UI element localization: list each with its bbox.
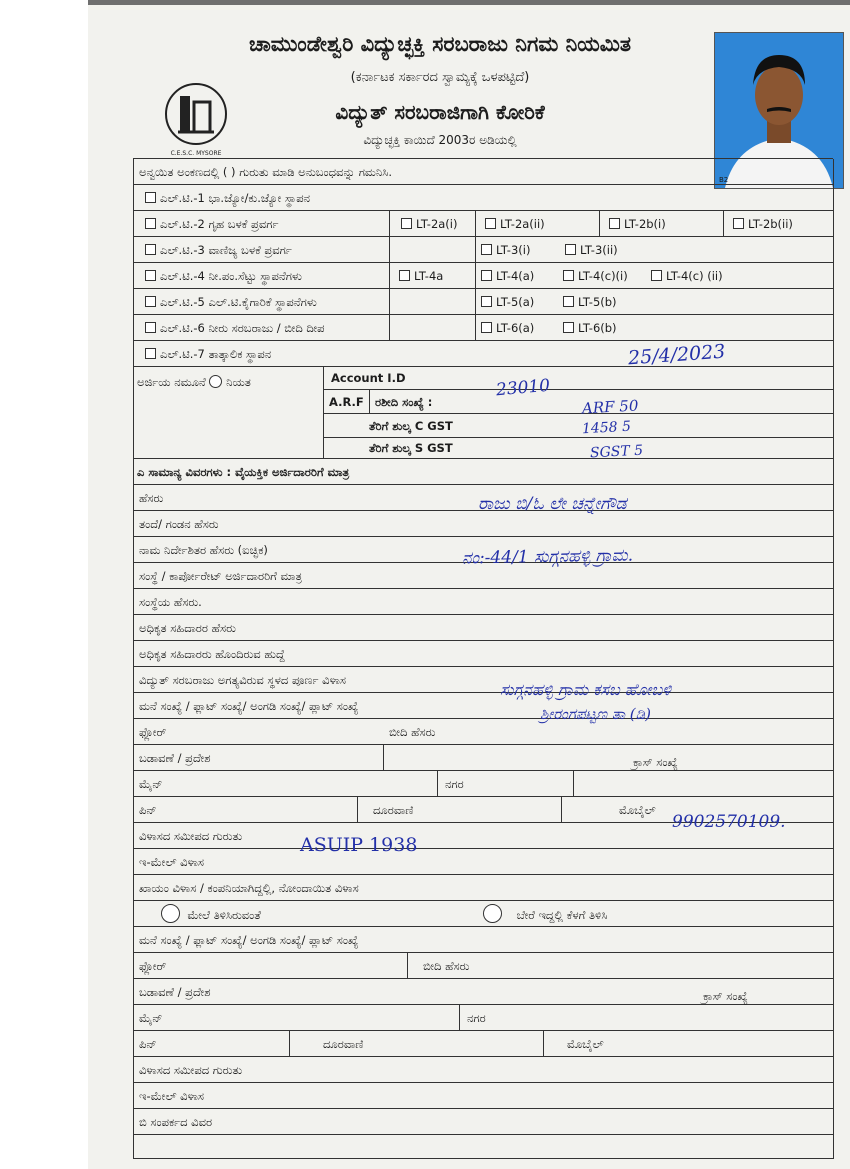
sub-option: LT-4(c) (ii) xyxy=(666,269,723,283)
auth-name-row[interactable] xyxy=(133,615,833,641)
perm-landmark-row[interactable] xyxy=(133,1057,833,1083)
perm-street-label: ಬೀದಿ ಹೆಸರು xyxy=(423,959,470,973)
sub-option: LT-4a xyxy=(414,269,444,283)
main-label: ಮೈನ್ xyxy=(139,777,163,791)
sub-option: LT-3(i) xyxy=(496,243,531,257)
act-line: ವಿದ್ಯುಚ್ಛಕ್ತಿ ಕಾಯಿದೆ 2003ರ ಅಡಿಯಲ್ಲಿ xyxy=(363,133,517,147)
receipt-label: ರಶೀದಿ ಸಂಖ್ಯೆ : xyxy=(375,395,433,409)
radio-other-below[interactable] xyxy=(483,904,502,923)
instruction-row xyxy=(133,159,833,185)
sub-option: LT-2a(ii) xyxy=(500,217,545,231)
checkbox[interactable] xyxy=(733,218,744,229)
floor-label: ಫ್ಲೋರ್ xyxy=(139,725,167,739)
section-a-heading-row xyxy=(133,459,833,485)
nominee-label: ನಾಮ ನಿರ್ದೇಶಿತರ ಹೆಸರು (ಐಚ್ಛಿಕ) xyxy=(139,543,268,557)
sgst-label: ತೆರಿಗೆ ಶುಲ್ಕ S GST xyxy=(369,441,453,455)
section-b-heading: ಬಿ ಸಂಪರ್ಕದ ವಿವರ xyxy=(139,1115,213,1129)
perm-phone-label: ದೂರವಾಣಿ xyxy=(323,1037,364,1051)
handwritten-address-1: ಸುಗ್ಗನಹಳ್ಳಿ ಗ್ರಾಮ ಕಸಬ ಹೋಬಳಿ xyxy=(500,680,671,699)
handwritten-name: ರಾಜು ಬಿ/ಓ ಲೇ ಚನ್ನೇಗೌಡ xyxy=(478,494,627,514)
perm-layout-label: ಬಡಾವಣೆ / ಪ್ರದೇಶ xyxy=(139,985,211,999)
name-label: ಹೆಸರು xyxy=(139,491,164,505)
same-above-label: ಮೇಲೆ ತಿಳಿಸಿರುವಂತೆ xyxy=(187,908,261,922)
checkbox[interactable] xyxy=(485,218,496,229)
sub-option: LT-2a(i) xyxy=(416,217,458,231)
father-husband-row[interactable] xyxy=(133,511,833,537)
category-row-lt7[interactable] xyxy=(133,341,833,367)
category-label: ಎಲ್.ಟಿ.-6 ನೀರು ಸರಬರಾಜು / ಬೀದಿ ದೀಪ xyxy=(160,321,325,335)
cgst-label: ತೆರಿಗೆ ಶುಲ್ಕ C GST xyxy=(369,419,453,433)
auth-designation-row[interactable] xyxy=(133,641,833,667)
email-label: ಇ-ಮೇಲ್ ವಿಳಾಸ xyxy=(139,855,204,869)
perm-landmark-label: ವಿಳಾಸದ ಸಮೀಪದ ಗುರುತು xyxy=(139,1063,243,1077)
checkbox[interactable] xyxy=(563,296,574,307)
handwritten-address-2: ಶ್ರೀರಂಗಪಟ್ಟಣ ತಾ (ಡಿ) xyxy=(540,705,651,723)
supply-address-label: ವಿದ್ಯುತ್ ಸರಬರಾಜು ಅಗತ್ಯವಿರುವ ಸ್ಥಳದ ಪೂರ್ಣ ವಿಳಾಸ xyxy=(139,673,346,687)
permanent-address-row xyxy=(133,875,833,901)
perm-layout-cross-row[interactable] xyxy=(133,979,833,1005)
radio-same-above[interactable] xyxy=(161,904,180,923)
category-label: ಎಲ್.ಟಿ.-5 ಎಲ್.ಟಿ.ಕೈಗಾರಿಕೆ ಸ್ಥಾಪನೆಗಳು xyxy=(160,295,317,309)
checkbox[interactable] xyxy=(565,244,576,255)
floor-street-row[interactable] xyxy=(133,719,833,745)
handwritten-sgst: SGST 5 xyxy=(589,442,644,462)
sub-option: LT-6(a) xyxy=(496,321,535,335)
org-name-label: ಸಂಸ್ಥೆಯ ಹೆಸರು. xyxy=(139,595,202,609)
category-row-lt2[interactable] xyxy=(133,211,833,237)
application-type-option: ನಿಯತ xyxy=(226,375,251,389)
category-label: ಎಲ್.ಟಿ.-1 ಭಾ.ಜ್ಯೋ/ಕು.ಜ್ಯೋ ಸ್ಥಾಪನ xyxy=(160,191,311,205)
sub-option: LT-5(a) xyxy=(496,295,535,309)
logo-caption: C.E.S.C. MYSORE xyxy=(170,150,222,157)
checkbox[interactable] xyxy=(481,296,492,307)
category-row-lt6[interactable] xyxy=(133,315,833,341)
house-no-row[interactable] xyxy=(133,693,833,719)
sub-option: LT-5(b) xyxy=(578,295,617,309)
handwritten-nominee: ನಂ:-44/1 ಸುಗ್ಗನಹಳ್ಳಿ ಗ್ರಾಮ. xyxy=(461,545,634,569)
checkbox[interactable] xyxy=(399,270,410,281)
perm-main-label: ಮೈನ್ xyxy=(139,1011,163,1025)
layout-label: ಬಡಾವಣೆ / ಪ್ರದೇಶ xyxy=(139,751,211,765)
checkbox[interactable] xyxy=(481,270,492,281)
org-name-row[interactable] xyxy=(133,589,833,615)
perm-pin-label: ಪಿನ್ xyxy=(139,1037,157,1051)
category-row-lt4[interactable] xyxy=(133,263,833,289)
handwritten-cgst: 1458 5 xyxy=(581,418,632,438)
perm-city-label: ನಗರ xyxy=(467,1011,486,1025)
checkbox[interactable] xyxy=(145,244,156,255)
perm-main-city-row[interactable] xyxy=(133,1005,833,1031)
perm-email-row[interactable] xyxy=(133,1083,833,1109)
house-no-label: ಮನೆ ಸಂಖ್ಯೆ / ಫ್ಲಾಟ್ ಸಂಖ್ಯೆ/ ಅಂಗಡಿ ಸಂಖ್ಯೆ/ ಪ್ಲಾಟ್ ಸಂಖ್ಯೆ xyxy=(139,699,359,713)
cross-label: ಕ್ರಾಸ್ ಸಂಖ್ಯೆ xyxy=(633,755,678,769)
sub-option: LT-4(a) xyxy=(496,269,535,283)
section-a-heading: ಎ ಸಾಮಾನ್ಯ ವಿವರಗಳು : ವೈಯಕ್ತಿಕ ಅರ್ಜಿದಾರರಿಗೆ ಮಾತ್ರ xyxy=(137,465,350,479)
application-type-label: ಅರ್ಜಿಯ ನಮೂನೆ xyxy=(137,375,206,389)
checkbox[interactable] xyxy=(145,296,156,307)
main-city-row[interactable] xyxy=(133,771,833,797)
radio-regular[interactable] xyxy=(209,375,222,388)
section-b-heading-row xyxy=(133,1109,833,1135)
landmark-label: ವಿಳಾಸದ ಸಮೀಪದ ಗುರುತು xyxy=(139,829,243,843)
phone-label: ದೂರವಾಣಿ xyxy=(373,803,414,817)
category-label: ಎಲ್.ಟಿ.-7 ತಾತ್ಕಾಲಿಕ ಸ್ಥಾಪನ xyxy=(160,347,272,361)
sub-option: LT-2b(ii) xyxy=(748,217,793,231)
checkbox[interactable] xyxy=(481,322,492,333)
checkbox[interactable] xyxy=(145,218,156,229)
handwritten-landmark: ASUIP 1938 xyxy=(300,834,418,856)
category-row-lt3[interactable] xyxy=(133,237,833,263)
street-label: ಬೀದಿ ಹೆಸರು xyxy=(389,725,436,739)
org-subtitle: (ಕರ್ನಾಟಕ ಸರ್ಕಾರದ ಸ್ವಾಮ್ಯಕ್ಕೆ ಒಳಪಟ್ಟಿದೆ) xyxy=(350,70,530,85)
auth-name-label: ಅಧಿಕೃತ ಸಹಿದಾರರ ಹೆಸರು xyxy=(139,621,236,635)
instruction-text: ಅನ್ವಯಿತ ಅಂಕಣದಲ್ಲಿ ( ) ಗುರುತು ಮಾಡಿ ಅನುಬಂಧವನ್ನು ಗಮನಿಸಿ. xyxy=(139,165,393,179)
mobile-label: ಮೊಬೈಲ್ xyxy=(619,803,656,817)
category-label: ಎಲ್.ಟಿ.-3 ವಾಣಿಜ್ಯ ಬಳಕೆ ಪ್ರವರ್ಗ xyxy=(160,243,292,257)
arf-label: A.R.F xyxy=(329,395,364,409)
handwritten-arf: ARF 50 xyxy=(581,396,639,418)
perm-cross-label: ಕ್ರಾಸ್ ಸಂಖ್ಯೆ xyxy=(703,989,748,1003)
sub-option: LT-3(ii) xyxy=(580,243,618,257)
sub-option: LT-6(b) xyxy=(578,321,617,335)
handwritten-account: 23010 xyxy=(495,375,551,401)
same-or-other-row[interactable] xyxy=(133,901,833,927)
sub-option: LT-4(c)(i) xyxy=(578,269,628,283)
email-row[interactable] xyxy=(133,849,833,875)
perm-email-label: ಇ-ಮೇಲ್ ವಿಳಾಸ xyxy=(139,1089,204,1103)
checkbox[interactable] xyxy=(563,270,574,281)
checkbox[interactable] xyxy=(145,192,156,203)
perm-floor-street-row[interactable] xyxy=(133,953,833,979)
father-husband-label: ತಂದೆ/ ಗಂಡನ ಹೆಸರು xyxy=(139,517,219,531)
scan-margin xyxy=(0,0,88,1169)
corporate-label: ಸಂಸ್ಥೆ / ಕಾರ್ಪೋರೇಟ್ ಅರ್ಜಿದಾರರಿಗೆ ಮಾತ್ರ xyxy=(139,569,303,583)
sub-option: LT-2b(i) xyxy=(624,217,666,231)
org-name: ಚಾಮುಂಡೇಶ್ವರಿ ವಿದ್ಯುಚ್ಛಕ್ತಿ ಸರಬರಾಜು ನಿಗಮ ನಿಯಮಿತ xyxy=(248,32,631,56)
permanent-address-label: ಖಾಯಂ ವಿಳಾಸ / ಕಂಪನಿಯಾಗಿದ್ದಲ್ಲಿ, ನೋಂದಾಯಿತ ವಿಳಾಸ xyxy=(139,881,359,895)
category-row-lt5[interactable] xyxy=(133,289,833,315)
category-label: ಎಲ್.ಟಿ.-2 ಗೃಹ ಬಳಕೆ ಪ್ರವರ್ಗ xyxy=(160,217,279,231)
perm-pin-phone-row[interactable] xyxy=(133,1031,833,1057)
pin-label: ಪಿನ್ xyxy=(139,803,157,817)
perm-floor-label: ಫ್ಲೋರ್ xyxy=(139,959,167,973)
handwritten-date: 25/4/2023 xyxy=(627,340,727,370)
checkbox[interactable] xyxy=(145,270,156,281)
supply-address-row[interactable] xyxy=(133,667,833,693)
perm-house-no-label: ಮನೆ ಸಂಖ್ಯೆ / ಫ್ಲಾಟ್ ಸಂಖ್ಯೆ/ ಅಂಗಡಿ ಸಂಖ್ಯೆ/ ಪ್ಲಾಟ್ ಸಂಖ್ಯೆ xyxy=(139,933,359,947)
checkbox[interactable] xyxy=(401,218,412,229)
photo-tag: B2 xyxy=(719,176,729,184)
category-label: ಎಲ್.ಟಿ.-4 ನೀ.ಪಂ.ಸೆಟ್ಟು ಸ್ಥಾಪನೆಗಳು xyxy=(160,269,302,283)
application-block xyxy=(133,367,833,459)
checkbox[interactable] xyxy=(145,322,156,333)
other-below-label: ಬೇರೆ ಇದ್ದಲ್ಲಿ ಕೆಳಗೆ ತಿಳಿಸಿ xyxy=(516,908,608,922)
checkbox[interactable] xyxy=(651,270,662,281)
category-row-lt1[interactable] xyxy=(133,185,833,211)
auth-designation-label: ಅಧಿಕೃತ ಸಹಿದಾರರು ಹೊಂದಿರುವ ಹುದ್ದೆ xyxy=(139,647,285,661)
checkbox[interactable] xyxy=(481,244,492,255)
handwritten-mobile: 9902570109. xyxy=(672,812,786,832)
account-id-label: Account I.D xyxy=(331,371,406,385)
perm-house-no-row[interactable] xyxy=(133,927,833,953)
form-title: ವಿದ್ಯುತ್ ಸರಬರಾಜಿಗಾಗಿ ಕೋರಿಕೆ xyxy=(335,100,545,124)
city-label: ನಗರ xyxy=(445,777,464,791)
perm-mobile-label: ಮೊಬೈಲ್ xyxy=(567,1037,604,1051)
section-b-next-row xyxy=(133,1135,833,1159)
checkbox[interactable] xyxy=(609,218,620,229)
checkbox[interactable] xyxy=(145,348,156,359)
layout-cross-row[interactable] xyxy=(133,745,833,771)
checkbox[interactable] xyxy=(563,322,574,333)
